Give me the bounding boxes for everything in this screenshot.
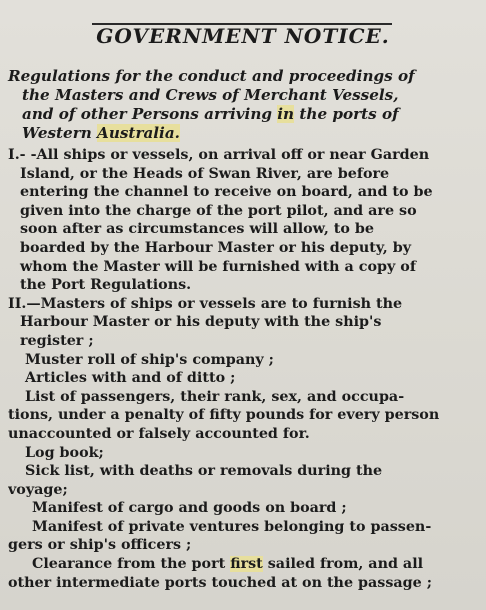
search-highlight: Australia. — [97, 124, 180, 142]
section-two-line: Log book; — [25, 444, 104, 461]
section-two-line: tions, under a penalty of fifty pounds for every person — [8, 407, 440, 424]
section-one-line: soon after as circumstances will allow, to be — [20, 221, 374, 238]
section-one-line: entering the channel to receive on board, and to be — [20, 184, 433, 201]
section-one-line: whom the Master will be furnished with a copy of — [20, 258, 416, 275]
subtitle-line: and of other Persons arriving in the ports of — [22, 105, 399, 123]
section-two-line: gers or ship's officers ; — [8, 537, 192, 554]
section-two-line: unaccounted or falsely accounted for. — [8, 425, 310, 442]
section-two-line: Harbour Master or his deputy with the ship's — [20, 314, 382, 331]
section-two-line: voyage; — [8, 481, 68, 498]
section-two-line: Manifest of private ventures belonging to passen- — [32, 518, 432, 535]
clearance-text: sailed from, and all — [262, 556, 424, 573]
section-two-line: Sick list, with deaths or removals during the — [25, 463, 383, 480]
section-two-line: II.—Masters of ships or vessels are to furnish the — [8, 295, 403, 312]
clearance-text: Clearance from the port — [32, 556, 231, 573]
search-highlight: first — [230, 556, 263, 573]
section-one-line: the Port Regulations. — [20, 277, 192, 294]
section-one-line: boarded by the Harbour Master or his deputy, by — [20, 239, 412, 256]
clearance-line — [8, 555, 482, 574]
regulations-body — [8, 146, 482, 592]
subtitle-line — [8, 124, 480, 143]
section-one-line: given into the charge of the port pilot, and are so — [20, 202, 417, 219]
subtitle-line: the Masters and Crews of Merchant Vessels, — [22, 86, 399, 104]
subtitle-text: Western — [22, 124, 98, 142]
intermediate-ports-line: other intermediate ports touched at on the passage ; — [8, 574, 432, 591]
notice-subtitle — [8, 67, 480, 143]
subtitle-line: Regulations for the conduct and proceedings of — [8, 67, 415, 85]
section-two-line: register ; — [20, 332, 94, 349]
notice-title: GOVERNMENT NOTICE. — [96, 24, 390, 48]
search-highlight: in — [277, 105, 295, 123]
section-one-line: Island, or the Heads of Swan River, are before — [20, 165, 390, 182]
section-two-line: Muster roll of ship's company ; — [25, 351, 274, 368]
section-two-line: List of passengers, their rank, sex, and occupa- — [25, 388, 405, 405]
section-one-line: I.- -All ships or vessels, on arrival off or near Garden — [8, 147, 430, 163]
section-two-line: Manifest of cargo and goods on board ; — [32, 500, 347, 517]
section-two-line: Articles with and of ditto ; — [25, 370, 236, 387]
